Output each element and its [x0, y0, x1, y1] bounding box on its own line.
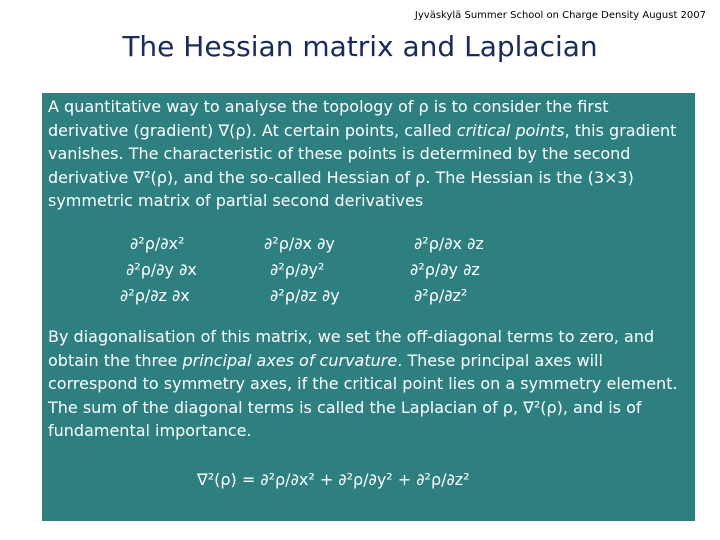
intro-text-2: , this gradient vanishes. The characteristic of these points is determined by the second derivative ∇²(ρ), and the so-called Hessian of ρ. The Hessian is the (3×3) symmetric matrix of partial second derivatives — [48, 120, 677, 210]
matrix-cell-yy: ∂²ρ/∂y² — [270, 260, 325, 279]
slide-title: The Hessian matrix and Laplacian — [122, 30, 598, 63]
diag-text-1: By diagonalisation of this matrix, we set the off-diagonal terms to zero, and obtain the three — [48, 327, 655, 370]
header-caption: Jyväskylä Summer School on Charge Density August 2007 — [414, 10, 706, 21]
diagonalisation-paragraph — [48, 325, 688, 443]
matrix-cell-zz: ∂²ρ/∂z² — [414, 286, 468, 305]
content-panel — [42, 93, 695, 521]
intro-emphasis: critical points — [456, 120, 565, 140]
matrix-cell-yx: ∂²ρ/∂y ∂x — [126, 260, 197, 279]
matrix-cell-xz: ∂²ρ/∂x ∂z — [414, 234, 484, 253]
intro-text-1: A quantitative way to analyse the topology of ρ is to consider the first derivative (gradient) ∇(ρ). At certain points, called — [48, 97, 609, 140]
matrix-cell-zy: ∂²ρ/∂z ∂y — [270, 286, 340, 305]
intro-paragraph — [48, 95, 689, 213]
diag-text-2: . These principal axes will correspond to symmetry axes, if the critical point lies on a symmetry element. The sum of the diagonal terms is called the Laplacian of ρ, ∇²(ρ), and is of fundamental importance. — [48, 350, 678, 440]
matrix-cell-xx: ∂²ρ/∂x² — [130, 234, 185, 253]
diag-emphasis: principal axes of curvature — [182, 350, 398, 370]
matrix-cell-yz: ∂²ρ/∂y ∂z — [410, 260, 480, 279]
laplacian-formula: ∇²(ρ) = ∂²ρ/∂x² + ∂²ρ/∂y² + ∂²ρ/∂z² — [197, 470, 470, 489]
matrix-cell-zx: ∂²ρ/∂z ∂x — [120, 286, 190, 305]
matrix-cell-xy: ∂²ρ/∂x ∂y — [264, 234, 335, 253]
